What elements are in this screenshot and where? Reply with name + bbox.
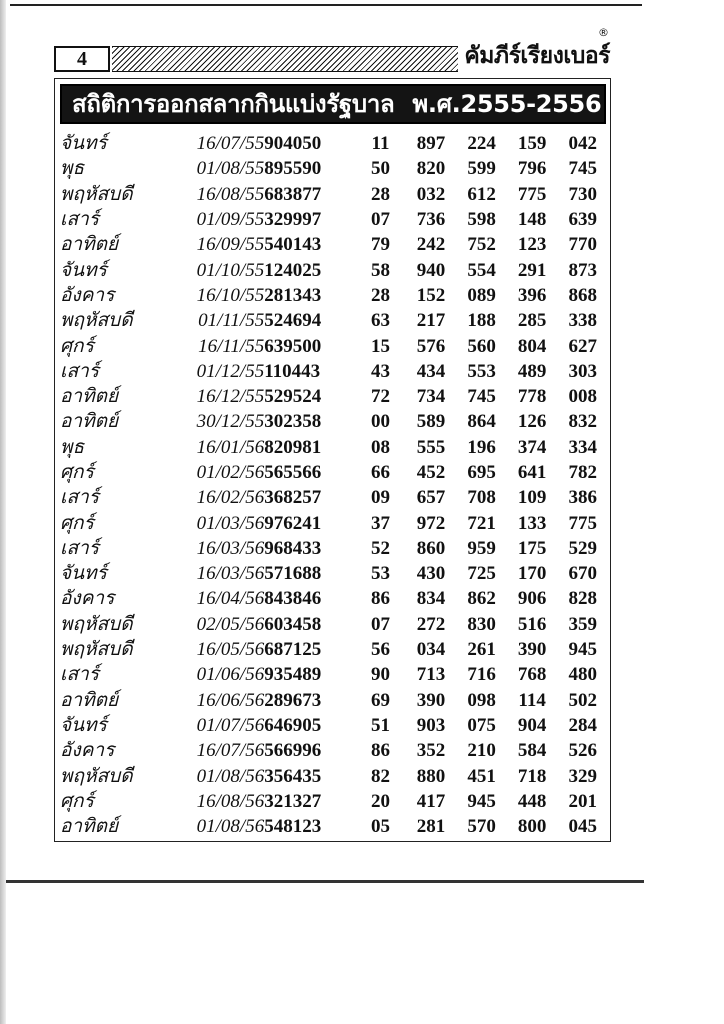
draw-day: จันทร์ [60,258,107,281]
three-digit-2: 959 [467,537,496,559]
three-digit-3: 133 [517,512,547,534]
table-row [60,662,608,687]
three-digit-4: 502 [568,689,597,711]
first-prize: 368257 [264,487,322,509]
three-digit-3: 804 [517,335,547,357]
first-prize: 976241 [264,512,322,534]
two-digit: 15 [370,335,390,357]
three-digit-1: 880 [416,765,446,787]
draw-day: อังคาร [60,587,115,610]
three-digit-4: 828 [568,588,597,610]
first-prize: 639500 [264,335,322,357]
three-digit-2: 188 [467,310,496,332]
three-digit-4: 334 [568,436,597,458]
three-digit-2: 695 [467,462,496,483]
registered-mark: ® [598,26,609,39]
table-row [60,586,608,611]
three-digit-2: 196 [467,436,496,458]
draw-day: จันทร์ [60,132,107,155]
draw-day: เสาร์ [60,663,99,686]
two-digit: 86 [370,740,390,762]
table-row [60,763,608,788]
three-digit-3: 109 [517,487,547,509]
draw-day: อาทิตย์ [60,815,119,838]
table-row [60,738,608,763]
two-digit: 37 [370,512,390,534]
draw-day: จันทร์ [60,562,107,585]
draw-date: 16/10/55 [196,284,265,306]
three-digit-1: 820 [416,158,446,180]
table-row [60,435,608,460]
three-digit-2: 864 [467,411,496,433]
draw-day: เสาร์ [60,359,99,382]
three-digit-1: 897 [416,133,446,155]
table-row [60,409,608,434]
table-row [60,207,608,232]
first-prize: 603458 [264,613,322,635]
table-row [60,460,608,485]
draw-day: พุธ [60,157,85,180]
two-digit: 56 [370,639,390,661]
three-digit-1: 272 [416,613,446,635]
three-digit-2: 089 [467,284,496,306]
table-row [60,561,608,586]
three-digit-2: 745 [467,386,496,408]
two-digit: 05 [370,816,390,838]
three-digit-3: 170 [517,563,547,585]
first-prize: 904050 [264,133,322,155]
first-prize: 321327 [264,790,322,812]
three-digit-1: 434 [416,360,446,382]
three-digit-3: 641 [517,462,547,483]
table-row [60,485,608,510]
two-digit: 50 [370,158,390,180]
three-digit-3: 800 [517,816,547,838]
table-row [60,156,608,181]
table-row [60,308,608,333]
draw-day: เสาร์ [60,536,99,559]
draw-day: อาทิตย์ [60,233,119,256]
draw-date: 16/02/56 [196,487,265,509]
three-digit-3: 285 [517,310,547,332]
three-digit-3: 775 [517,183,547,205]
draw-date: 16/08/56 [196,790,265,812]
three-digit-1: 430 [416,563,446,585]
three-digit-3: 114 [518,689,546,711]
lottery-results-table [60,131,608,839]
draw-day: ศุกร์ [60,461,94,483]
two-digit: 63 [370,310,390,332]
draw-day: อาทิตย์ [60,385,119,408]
draw-date: 02/05/56 [196,613,265,635]
page-number: 4 [54,46,110,72]
three-digit-2: 599 [467,158,496,180]
three-digit-1: 390 [416,689,446,711]
three-digit-3: 796 [517,158,547,180]
draw-date: 01/08/56 [196,765,265,787]
three-digit-4: 670 [568,563,597,585]
draw-date: 01/02/56 [196,462,265,483]
first-prize: 935489 [264,664,322,686]
three-digit-2: 752 [467,234,496,256]
two-digit: 28 [370,284,390,306]
draw-date: 16/07/56 [196,740,265,762]
two-digit: 00 [370,411,390,433]
three-digit-3: 906 [517,588,547,610]
table-row [60,359,608,384]
three-digit-4: 868 [568,284,597,306]
two-digit: 86 [370,588,390,610]
three-digit-4: 303 [568,360,597,382]
table-row [60,688,608,713]
three-digit-1: 940 [416,259,446,281]
draw-date: 16/07/55 [196,133,265,155]
three-digit-2: 553 [467,360,496,382]
first-prize: 329997 [264,209,322,231]
brand-title: คัมภีร์เรียงเบอร์ [464,43,610,69]
three-digit-2: 612 [467,183,496,205]
three-digit-2: 945 [467,790,496,812]
draw-date: 01/11/55 [198,310,265,332]
three-digit-3: 291 [517,259,547,281]
header-hatch-band [112,46,458,72]
three-digit-1: 734 [416,386,446,408]
two-digit: 53 [370,563,390,585]
draw-day: พุธ [60,435,85,458]
draw-day: ศุกร์ [60,334,94,357]
two-digit: 07 [370,209,390,231]
table-row [60,333,608,358]
three-digit-1: 713 [416,664,446,686]
three-digit-4: 832 [568,411,597,433]
three-digit-1: 034 [416,639,446,661]
three-digit-1: 417 [416,790,446,812]
three-digit-4: 386 [568,487,597,509]
three-digit-3: 148 [517,209,547,231]
three-digit-2: 560 [467,335,496,357]
two-digit: 69 [370,689,390,711]
draw-day: พฤหัสบดี [60,612,133,635]
draw-date: 01/03/56 [196,512,265,534]
two-digit: 58 [370,259,390,281]
two-digit: 08 [370,436,390,458]
draw-date: 16/04/56 [196,588,265,610]
first-prize: 571688 [264,563,322,585]
first-prize: 356435 [264,765,322,787]
first-prize: 843846 [264,588,322,610]
three-digit-3: 516 [517,613,547,635]
three-digit-4: 639 [568,209,597,231]
first-prize: 529524 [264,386,322,408]
three-digit-4: 008 [568,386,597,408]
three-digit-2: 716 [467,664,496,686]
scan-edge-shadow [0,0,6,1024]
three-digit-4: 745 [568,158,597,180]
draw-date: 01/07/56 [196,714,265,736]
three-digit-1: 834 [416,588,446,610]
draw-date: 16/12/55 [196,386,265,408]
draw-day: เสาร์ [60,208,99,231]
two-digit: 07 [370,613,390,635]
draw-day: อังคาร [60,283,115,306]
three-digit-2: 554 [467,259,496,281]
first-prize: 110443 [264,360,321,382]
draw-day: ศุกร์ [60,789,94,812]
three-digit-3: 390 [517,639,547,661]
three-digit-4: 775 [568,512,597,534]
three-digit-2: 725 [467,563,496,585]
three-digit-2: 708 [467,487,496,509]
draw-date: 16/09/55 [196,234,265,256]
table-row [60,510,608,535]
three-digit-2: 261 [467,639,496,661]
three-digit-2: 721 [467,512,496,534]
three-digit-4: 529 [568,537,597,559]
draw-day: อาทิตย์ [60,410,119,433]
title-bar [60,84,606,124]
draw-date: 16/03/56 [196,537,265,559]
three-digit-4: 526 [568,740,597,762]
three-digit-1: 452 [416,462,446,483]
three-digit-4: 201 [568,790,597,812]
two-digit: 28 [370,183,390,205]
table-row [60,384,608,409]
first-prize: 302358 [264,411,322,433]
draw-date: 16/06/56 [196,689,265,711]
three-digit-3: 126 [517,411,547,433]
first-prize: 281343 [264,284,322,306]
two-digit: 43 [370,360,390,382]
three-digit-4: 480 [568,664,597,686]
three-digit-2: 210 [467,740,496,762]
table-row [60,814,608,839]
draw-day: จันทร์ [60,713,107,736]
three-digit-1: 032 [416,183,446,205]
first-prize: 548123 [264,816,322,838]
three-digit-2: 570 [467,816,496,838]
two-digit: 90 [370,664,390,686]
two-digit: 66 [370,462,390,483]
draw-date: 01/12/55 [196,360,265,382]
two-digit: 72 [370,386,390,408]
three-digit-4: 338 [568,310,597,332]
table-row [60,637,608,662]
draw-date: 16/05/56 [196,639,265,661]
draw-date: 16/01/56 [196,436,265,458]
two-digit: 11 [371,133,390,155]
table-row [60,612,608,637]
first-prize: 683877 [264,183,322,205]
first-prize: 540143 [264,234,322,256]
two-digit: 52 [370,537,390,559]
table-row [60,789,608,814]
first-prize: 820981 [264,436,322,458]
first-prize: 566996 [264,740,322,762]
three-digit-3: 396 [517,284,547,306]
three-digit-3: 123 [517,234,547,256]
draw-day: อาทิตย์ [60,688,119,711]
draw-date: 16/11/55 [198,335,265,357]
three-digit-2: 830 [467,613,496,635]
three-digit-1: 242 [416,234,446,256]
two-digit: 51 [370,714,390,736]
three-digit-1: 972 [416,512,446,534]
three-digit-1: 217 [416,310,446,332]
two-digit: 20 [370,790,390,812]
three-digit-2: 862 [467,588,496,610]
title-year-range: พ.ศ.2555-2556 [412,90,602,118]
three-digit-1: 589 [416,411,446,433]
table-row [60,131,608,156]
draw-day: พฤหัสบดี [60,182,133,205]
table-row [60,283,608,308]
three-digit-4: 782 [568,462,597,483]
three-digit-1: 352 [416,740,446,762]
three-digit-4: 770 [568,234,597,256]
three-digit-4: 045 [568,816,597,838]
three-digit-3: 778 [517,386,547,408]
three-digit-3: 718 [517,765,547,787]
three-digit-3: 904 [517,714,547,736]
draw-date: 16/03/56 [196,563,265,585]
draw-date: 01/08/56 [196,816,265,838]
draw-date: 01/10/55 [196,259,265,281]
three-digit-2: 451 [467,765,496,787]
three-digit-2: 098 [467,689,496,711]
first-prize: 646905 [264,714,322,736]
first-prize: 124025 [264,259,322,281]
draw-day: เสาร์ [60,486,99,509]
three-digit-2: 598 [467,209,496,231]
three-digit-4: 730 [568,183,597,205]
three-digit-3: 768 [517,664,547,686]
three-digit-2: 075 [467,714,496,736]
three-digit-3: 374 [517,436,547,458]
two-digit: 09 [370,487,390,509]
three-digit-1: 860 [416,537,446,559]
three-digit-1: 281 [416,816,446,838]
table-row [60,713,608,738]
three-digit-3: 175 [517,537,547,559]
results-body [60,131,608,839]
draw-date: 30/12/55 [196,411,265,433]
draw-date: 01/06/56 [196,664,265,686]
three-digit-4: 329 [568,765,597,787]
three-digit-2: 224 [467,133,496,155]
draw-date: 01/09/55 [196,209,265,231]
three-digit-4: 359 [568,613,597,635]
two-digit: 79 [370,234,390,256]
three-digit-4: 945 [568,639,597,661]
three-digit-1: 736 [416,209,446,231]
table-row [60,182,608,207]
draw-day: พฤหัสบดี [60,764,133,787]
three-digit-4: 284 [568,714,597,736]
draw-day: ศุกร์ [60,511,94,534]
table-row [60,536,608,561]
draw-date: 01/08/55 [196,158,265,180]
bottom-rule [6,880,644,883]
table-row [60,257,608,282]
three-digit-4: 042 [568,133,597,155]
three-digit-3: 159 [517,133,547,155]
first-prize: 895590 [264,158,322,180]
three-digit-1: 903 [416,714,446,736]
first-prize: 565566 [264,462,322,483]
three-digit-1: 555 [416,436,446,458]
draw-day: พฤหัสบดี [60,638,133,661]
draw-day: พฤหัสบดี [60,309,133,332]
two-digit: 82 [370,765,390,787]
three-digit-3: 448 [517,790,547,812]
draw-date: 16/08/55 [196,183,265,205]
three-digit-3: 489 [517,360,547,382]
three-digit-4: 873 [568,259,597,281]
top-rule [10,4,642,6]
three-digit-1: 657 [416,487,446,509]
first-prize: 968433 [264,537,322,559]
three-digit-4: 627 [568,335,597,357]
first-prize: 524694 [264,310,322,332]
draw-day: อังคาร [60,739,115,762]
first-prize: 687125 [264,639,322,661]
first-prize: 289673 [264,689,322,711]
title-text: สถิติการออกสลากกินแบ่งรัฐบาล [72,90,395,118]
three-digit-1: 576 [416,335,446,357]
three-digit-1: 152 [416,284,446,306]
three-digit-3: 584 [517,740,547,762]
table-row [60,232,608,257]
